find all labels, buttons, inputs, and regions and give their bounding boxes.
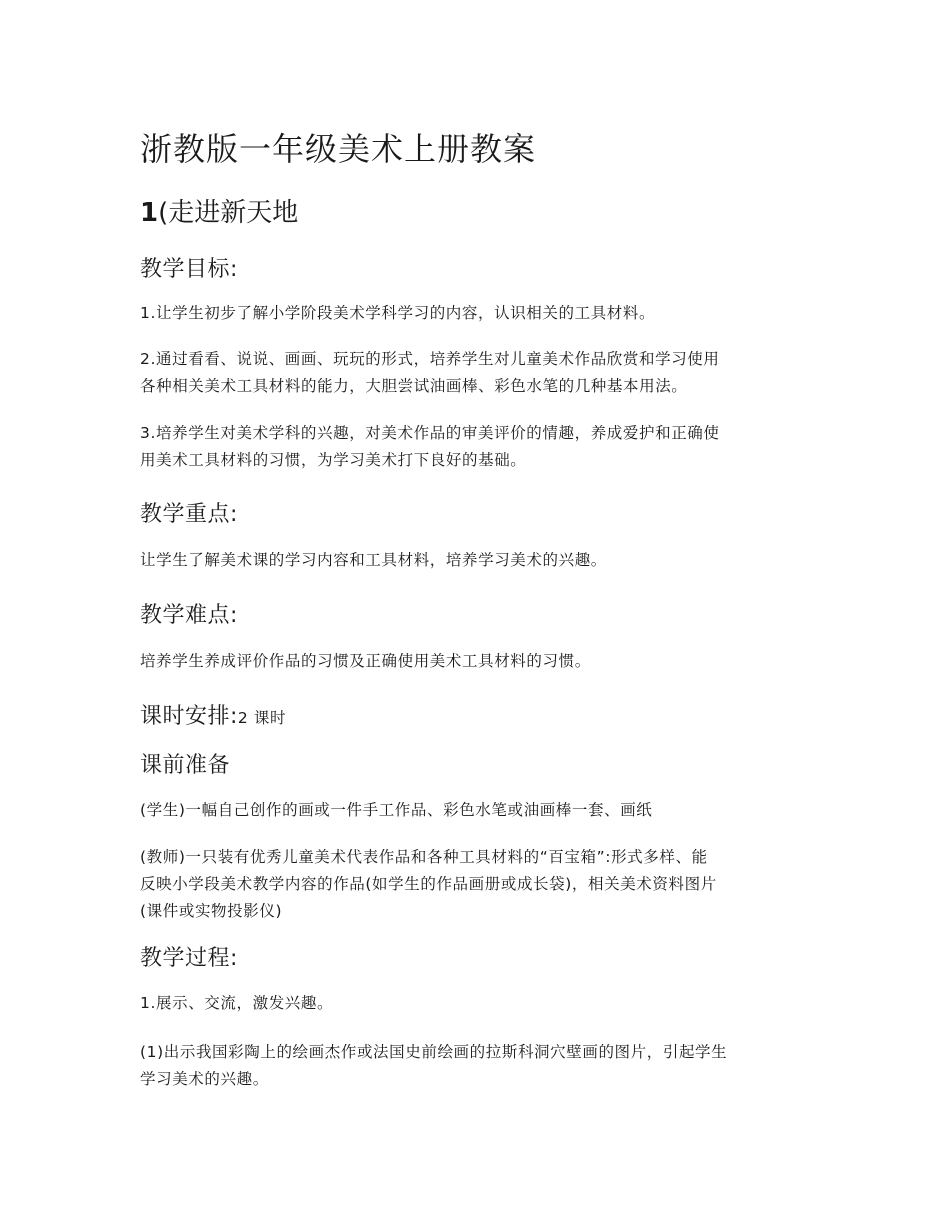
process-substep-1-line-2: 学习美术的兴趣。 [140,1070,269,1088]
difficult-points-text: 培养学生养成评价作品的习惯及正确使用美术工具材料的习惯。 [140,652,591,670]
preparation-student: (学生)一幅自己创作的画或一件手工作品、彩色水笔或油画棒一套、画纸 [140,801,653,819]
key-points-heading: 教学重点: [140,502,238,527]
lesson-number: 1 [140,198,159,228]
preparation-heading: 课前准备 [140,753,231,778]
schedule-line [140,699,286,730]
process-substep-1-line-1: (1)出示我国彩陶上的绘画杰作或法国史前绘画的拉斯科洞穴壁画的图片，引起学生 [140,1043,728,1061]
process-heading: 教学过程: [140,946,238,971]
goal-3-line-2: 用美术工具材料的习惯，为学习美术打下良好的基础。 [140,451,527,469]
lesson-heading [140,192,298,229]
schedule-heading: 课时安排: [140,704,238,729]
goal-2-line-2: 各种相关美术工具材料的能力，大胆尝试油画棒、彩色水笔的几种基本用法。 [140,377,688,395]
goals-heading: 教学目标: [140,257,238,282]
document-title: 浙教版一年级美术上册教案 [140,130,537,168]
preparation-teacher-line-2: 反映小学段美术教学内容的作品(如学生的作品画册或成长袋)，相关美术资料图片 [140,875,717,893]
lesson-name: (走进新天地 [158,198,299,228]
difficult-points-heading: 教学难点: [140,603,238,628]
preparation-teacher-line-1: (教师)一只装有优秀儿童美术代表作品和各种工具材料的“百宝箱”:形式多样、能 [140,848,708,866]
goal-3-line-1: 3.培养学生对美术学科的兴趣，对美术作品的审美评价的情趣，养成爱护和正确使 [140,424,720,442]
key-points-text: 让学生了解美术课的学习内容和工具材料，培养学习美术的兴趣。 [140,551,607,569]
goal-1: 1.让学生初步了解小学阶段美术学科学习的内容，认识相关的工具材料。 [140,304,656,322]
process-step-1: 1.展示、交流，激发兴趣。 [140,994,334,1012]
goal-2-line-1: 2.通过看看、说说、画画、玩玩的形式，培养学生对儿童美术作品欣赏和学习使用 [140,350,720,368]
preparation-teacher-line-3: (课件或实物投影仪) [140,902,283,920]
schedule-value: 2 课时 [237,709,287,727]
